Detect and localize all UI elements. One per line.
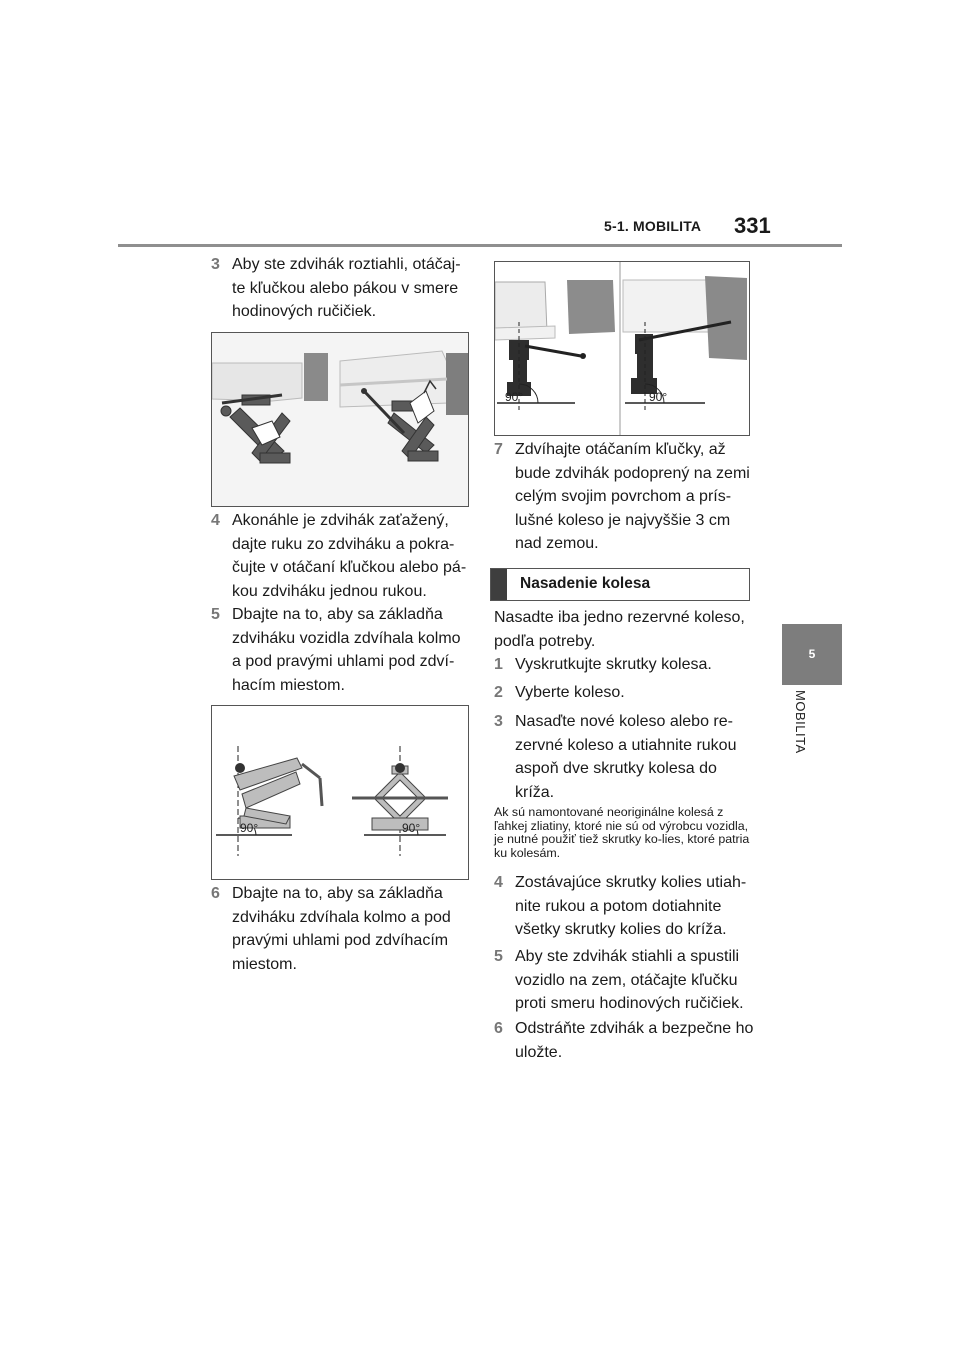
- figure-jack-under-car: [494, 261, 750, 436]
- step-number: 6: [211, 885, 220, 902]
- step-6-kolmo: [211, 882, 471, 976]
- chapter-tab[interactable]: 5: [782, 624, 842, 685]
- step-7-zdvihanie: [494, 438, 754, 556]
- heading-label: Nasadenie kolesa: [520, 575, 651, 592]
- step-number: 5: [494, 948, 503, 965]
- wheel-step-1: [494, 653, 756, 677]
- step-text: Odstráňte zdvihák a bezpečne ho uložte.: [515, 1020, 754, 1061]
- step-text: Vyskrutkujte skrutky kolesa.: [515, 656, 712, 673]
- step-number: 4: [211, 512, 220, 529]
- angle-label-left: 90°: [240, 821, 259, 835]
- jack-angle-illustration: [212, 706, 468, 879]
- figure-jack-angles: [211, 705, 469, 880]
- step-number: 4: [494, 874, 503, 891]
- figure-jack-crank: [211, 332, 469, 507]
- step-4-zatazenie: [211, 509, 471, 603]
- intro-paragraph: Nasadte iba jedno rezervné koleso, podľa potreby.: [494, 609, 745, 650]
- step-3-rozstiahnutie: [211, 253, 471, 324]
- wheel-step-2: [494, 681, 756, 705]
- step-text: Aby ste zdvihák stiahli a spustili vozidlo na zem, otáčajte kľučku proti smeru hodinových ručičiek.: [515, 948, 744, 1012]
- step-number: 5: [211, 606, 220, 623]
- wheel-step-6: [494, 1017, 756, 1064]
- step-number: 3: [211, 256, 220, 273]
- angle-label-car-left: 90°: [505, 390, 524, 404]
- step-number: 2: [494, 684, 503, 701]
- section-title: 5-1. MOBILITA: [604, 218, 702, 234]
- jack-under-car-illustration: [495, 262, 749, 435]
- step-text: Akonáhle je zdvihák zaťažený, dajte ruku zo zdviháku a pokra-čujte v otáčaní kľučkou alebo pá-kou zdviháku jednou rukou.: [232, 512, 467, 600]
- section-heading-nasadenie-kolesa: [490, 568, 750, 601]
- angle-label-right: 90°: [402, 821, 421, 835]
- alloy-wheel-note: Ak sú namontované neoriginálne kolesá z ľahkej zliatiny, ktoré nie sú od výrobcu vozidla, je nutné použiť tiež skrutky ko-lies, ktoré patria ku kolesám.: [494, 805, 750, 860]
- jack-crank-illustration: [212, 333, 468, 506]
- angle-label-car-right: 90°: [649, 390, 668, 404]
- step-text: Dbajte na to, aby sa základňa zdviháku vozidla zdvíhala kolmo a pod pravými uhlami pod zdví-hacím miestom.: [232, 606, 461, 694]
- step-5-kolmo: [211, 603, 471, 697]
- header-divider: [118, 244, 842, 247]
- wheel-step-3: [494, 710, 756, 804]
- wheel-step-4: [494, 871, 756, 942]
- step-text: Aby ste zdvihák roztiahli, otáčaj-te kľučkou alebo pákou v smere hodinových ručičiek.: [232, 256, 461, 320]
- step-number: 6: [494, 1020, 503, 1037]
- heading-bar: [491, 569, 507, 600]
- wheel-step-5: [494, 945, 756, 1016]
- step-text: Nasaďte nové koleso alebo re-zervné koleso a utiahnite rukou aspoň dve skrutky kolesa do kríža.: [515, 713, 737, 801]
- chapter-label: MOBILITA: [793, 690, 808, 754]
- step-number: 3: [494, 713, 503, 730]
- step-text: Vyberte koleso.: [515, 684, 625, 701]
- page-number: 331: [734, 213, 771, 238]
- step-text: Zdvíhajte otáčaním kľučky, až bude zdvihák podoprený na zemi celým svojim povrchom a prís-lušné koleso je najvyššie 3 cm nad zemou.: [515, 441, 750, 552]
- step-text: Dbajte na to, aby sa základňa zdviháku zdvíhala kolmo a pod pravými uhlami pod zdvíhacím miestom.: [232, 885, 451, 973]
- step-text: Zostávajúce skrutky kolies utiah-nite rukou a potom dotiahnite všetky skrutky kolies do kríža.: [515, 874, 747, 938]
- step-number: 1: [494, 656, 503, 673]
- step-number: 7: [494, 441, 503, 458]
